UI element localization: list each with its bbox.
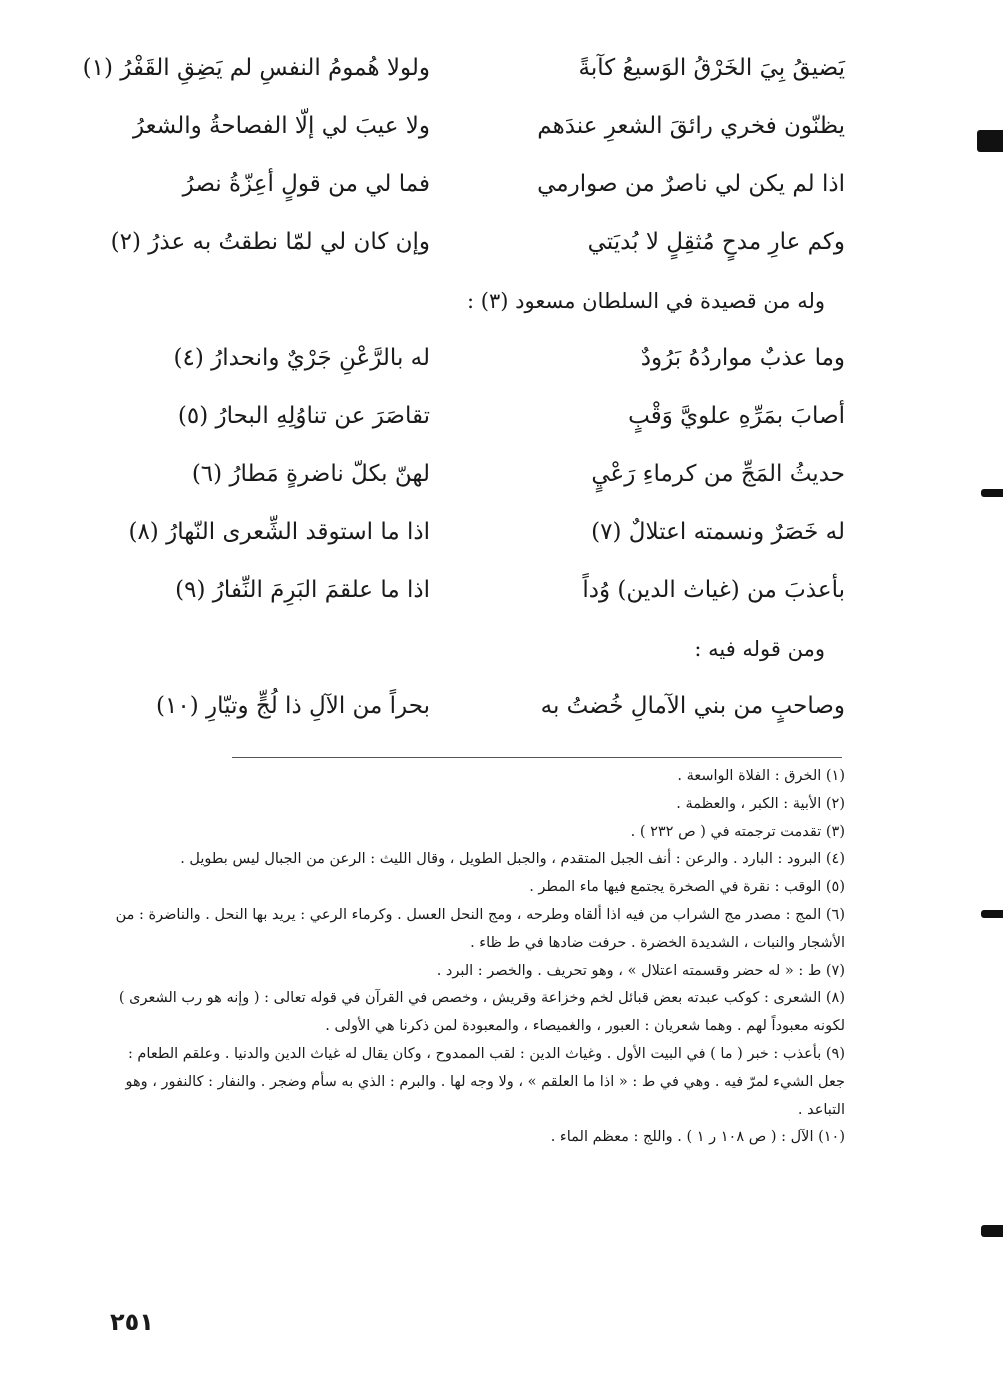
second-hemistich: له بالرَّعْنِ جَرْيٌ وانحدارُ (٤) <box>173 345 430 372</box>
first-hemistich: وكم عارِ مدحٍ مُثقِلٍ لا بُديَتي <box>587 229 845 256</box>
second-hemistich: لهنّ بكلّ ناضرةٍ مَطارُ (٦) <box>191 461 430 488</box>
first-hemistich: حديثُ المَجِّ من كرماءِ رَعْيٍ <box>591 461 845 488</box>
poem-section-2 <box>100 330 845 620</box>
second-hemistich: اذا ما علقمَ البَرِمَ النِّفارُ (٩) <box>175 577 430 604</box>
margin-mark <box>981 1225 1003 1237</box>
first-hemistich: يظنّون فخري رائقَ الشعرِ عندَهم <box>537 113 845 140</box>
verse-row <box>100 156 845 214</box>
poem-section-3 <box>100 678 845 736</box>
second-hemistich: وإن كان لي لمّا نطقتُ به عذرُ (٢) <box>110 229 430 256</box>
first-hemistich: له خَصَرٌ ونسمته اعتلالٌ (٧) <box>591 519 845 546</box>
verse-row <box>82 40 845 98</box>
poem-section-1 <box>82 40 845 272</box>
footnote: (٤) البرود : البارد . والرعن : أنف الجبل المتقدم ، والجبل الطويل ، وقال الليث : الرعن من الجبال ليس بطويل . <box>180 851 845 868</box>
footnote: (٧) ط : « له حضر وقسمته اعتلال » ، وهو تحريف . والخصر : البرد . <box>436 962 845 979</box>
first-hemistich: بأعذبَ من (غياث الدين) وُداً <box>582 577 845 604</box>
verse-row <box>100 504 845 562</box>
second-hemistich: ولا عيبَ لي إلّا الفصاحةُ والشعرُ <box>132 113 430 140</box>
second-hemistich: اذا ما استوقد الشِّعرى النّهارُ (٨) <box>128 519 430 546</box>
first-hemistich: يَضيقُ بِيَ الخَرْقُ الوَسيعُ كآبةً <box>578 55 845 82</box>
verse-row <box>100 562 845 620</box>
verse-row <box>100 214 845 272</box>
verse-row <box>100 330 845 388</box>
margin-mark <box>981 910 1003 918</box>
verse-row <box>100 98 845 156</box>
poem-intro: وله من قصيدة في السلطان مسعود (٣) : <box>467 289 825 313</box>
footnote: (٢) الأبية : الكبر ، والعظمة . <box>676 795 845 812</box>
footnote: (١٠) الآل : ( ص ١٠٨ ر ١ ) . واللج : معظم الماء . <box>550 1129 845 1146</box>
margin-mark <box>981 489 1003 497</box>
poem-block <box>82 40 845 736</box>
footnote: (٩) بأعذب : خبر ( ما ) في البيت الأول . وغياث الدين : لقب الممدوح ، وكان يقال له غياث الدين والدنيا . وعلقم الطعام : جعل الشيء لمرّ فيه . وهي في ط : « اذا ما العلقم » ، ولا وجه لها . والبرم : الذي به سأم وضجر . والنفار : كالنفور ، وهو التباعد . <box>125 1045 845 1118</box>
first-hemistich: وما عذبٌ مواردُهُ بَرُودٌ <box>640 345 845 372</box>
footnote: (٦) المج : مصدر مج الشراب من فيه اذا ألقاه وطرحه ، ومج النحل العسل . وكرماء الرعي : يريد بها النحل . والناضرة : من الأشجار والنبات ، الشديدة الخضرة . حرفت ضادها في ط ظاء . <box>115 906 845 951</box>
poem-intro: ومن قوله فيه : <box>694 637 825 661</box>
second-hemistich: فما لي من قولٍ أعِزّةُ نصرُ <box>182 171 430 198</box>
first-hemistich: وصاحبٍ من بني الآمالِ خُضتُ به <box>540 693 845 720</box>
second-hemistich: ولولا هُمومُ النفسِ لم يَضِقِ القَفْرُ (١) <box>82 55 430 82</box>
footnote: (٣) تقدمت ترجمته في ( ص ٢٣٢ ) . <box>630 823 845 840</box>
verse-row <box>100 388 845 446</box>
first-hemistich: اذا لم يكن لي ناصرٌ من صوارمي <box>537 171 845 198</box>
second-hemistich: بحراً من الآلِ ذا لُجٍّ وتيّارِ (١٠) <box>156 693 430 720</box>
second-hemistich: تقاصَرَ عن تناوُلِهِ البحارُ (٥) <box>177 403 430 430</box>
footnote: (٨) الشعرى : كوكب عبدته بعض قبائل لخم وخزاعة وقريش ، وخصص في القرآن في قوله تعالى : ( وإنه هو رب الشعرى ) لكونه معبوداً لهم . وهما شعريان : العبور ، والغميصاء ، والمعبودة لمن ذكرنا هي الأولى . <box>118 990 845 1035</box>
verse-row <box>100 678 845 736</box>
footnote: (٥) الوقب : نقرة في الصخرة يجتمع فيها ماء المطر . <box>529 879 845 896</box>
footnotes <box>105 763 845 1152</box>
margin-mark <box>977 130 1003 152</box>
verse-row <box>100 446 845 504</box>
footnote-divider <box>232 757 842 758</box>
page-number: ٢٥١ <box>110 1308 154 1336</box>
first-hemistich: أصابَ بمَرِّهِ علويَّ وَقْبٍ <box>628 403 845 430</box>
footnote: (١) الخرق : الفلاة الواسعة . <box>677 768 845 784</box>
